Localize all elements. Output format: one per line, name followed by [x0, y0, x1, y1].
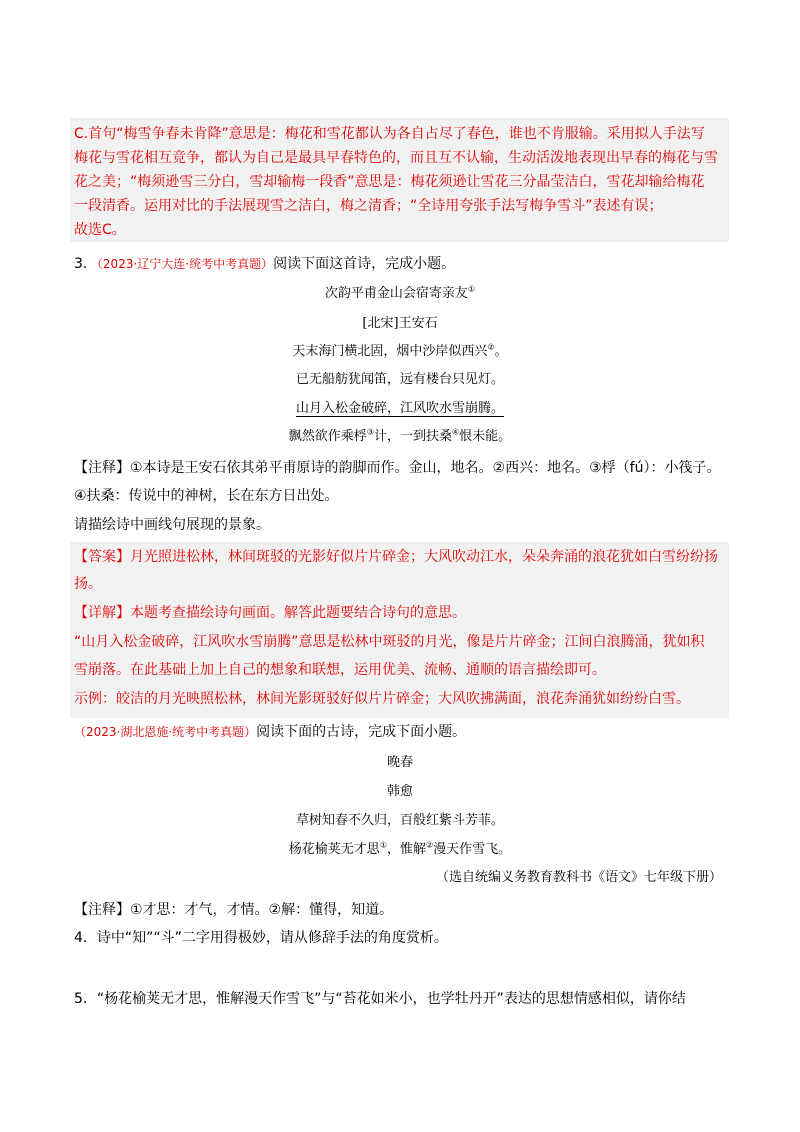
- q3-detail-text-1: 本题考查描绘诗句画面。解答此题要结合诗句的意思。: [130, 605, 466, 621]
- poem-line-1-end: 。: [494, 344, 508, 359]
- q3-detail-4: 示例：皎洁的月光映照松林，林间光影斑驳好似片片碎金；大风吹拂满面，浪花奔涌犹如纷纷白雪。: [74, 691, 690, 707]
- poem-title: [0, 284, 800, 304]
- poem-line-4-text-b: 计，一到扶桑: [373, 429, 452, 444]
- poem-line-4-text-a: 飘然欲作乘桴: [288, 429, 367, 444]
- q3-answer-label: 【答案】: [74, 549, 130, 565]
- q4-question: 4．诗中“知”“斗”二字用得极妙，请从修辞手法的角度赏析。: [74, 930, 448, 946]
- q5-question: 5．“杨花榆荚无才思，惟解漫天作雪飞”与“苔花如米小，也学牡丹开”表达的思想情感相似，请你结: [74, 991, 686, 1007]
- poem-line-3-text: 山月入松金破碎，江风吹水雪崩腾。: [295, 401, 504, 416]
- q3-answer-text-1: 月光照进松林，林间斑驳的光影好似片片碎金；大风吹动江水，朵朵奔涌的浪花犹如白雪纷纷扬: [130, 549, 718, 565]
- q3-source: （2023·辽宁大连·统考中考真题）: [96, 257, 274, 271]
- prev-answer-line-2: 梅花与雪花相互竞争，都认为自己是最具早春特色的，而且互不认输，生动活泼地表现出早春的梅花与雪: [74, 150, 718, 166]
- prev-answer-line-3: 花之美；“梅须逊雪三分白，雪却输梅一段香”意思是：梅花须逊让雪花三分晶莹洁白，雪花却输给梅花: [74, 174, 705, 190]
- poem-line-2: 已无船舫犹闻笛，远有楼台只见灯。: [295, 372, 504, 387]
- poem2-line-2-a: 杨花榆荚无才思: [288, 842, 380, 857]
- q45-source: （2023·湖北恩施·统考中考真题）: [74, 725, 257, 739]
- poem2-title: 晚春: [386, 755, 413, 770]
- prev-answer-line-4: 一段清香。运用对比的手法展现雪之洁白，梅之清香；“全诗用夸张手法写梅争雪斗”表述有误；: [74, 198, 663, 214]
- q3-answer-1: [74, 547, 728, 567]
- q3-notes-text-1: ①本诗是王安石依其弟平甫原诗的韵脚而作。金山，地名。②西兴：地名。③桴（fú）：小筏子。: [130, 460, 721, 476]
- q45-notes-label: 【注释】: [74, 902, 130, 918]
- poem-line-4-note-b: ④: [452, 427, 460, 437]
- poem2-line-1: 草树知春不久归，百般红紫斗芳菲。: [295, 813, 504, 828]
- q45-header: [74, 722, 728, 742]
- q3-detail-label: 【详解】: [74, 605, 130, 621]
- poem-line-4-text-c: 恨未能。: [459, 429, 512, 444]
- poem-line-1-note: ②: [487, 342, 495, 352]
- q3-notes-label: 【注释】: [74, 460, 130, 476]
- poem-line-4-note-a: ③: [366, 427, 374, 437]
- poem2-book-source: （选自统编义务教育教科书《语文》七年级下册）: [435, 870, 722, 885]
- q45-notes-text: ①才思：才气，才情。②解：懂得，知道。: [130, 902, 394, 918]
- q3-notes-2: ④扶桑：传说中的神树，长在东方日出处。: [74, 488, 339, 504]
- q3-header: [74, 254, 728, 274]
- q3-detail-3: 雪崩落。在此基础上加上自己的想象和联想，运用优美、流畅、通顺的语言描绘即可。: [74, 662, 606, 678]
- q3-notes-1: [74, 458, 728, 478]
- poem2-author: 韩愈: [386, 784, 413, 799]
- q3-detail-1: [74, 603, 728, 623]
- poem2-line-2-note-1: ①: [379, 840, 387, 850]
- poem2-line-2-b: ，惟解: [386, 842, 426, 857]
- poem2-line-2-c: 漫天作雪飞。: [433, 842, 512, 857]
- poem-title-note: ①: [467, 284, 476, 294]
- poem-line-3-underlined: [0, 399, 800, 419]
- poem2-line-2-note-2: ②: [426, 840, 434, 850]
- poem-author: [北宋]王安石: [362, 316, 438, 331]
- poem-line-4: [0, 427, 800, 447]
- poem-line-1-text: 天末海门横北固，烟中沙岸似西兴: [292, 344, 488, 359]
- q45-notes: [74, 900, 728, 920]
- prev-answer-line-1: C.首句“梅雪争春未肯降”意思是：梅花和雪花都认为各自占尽了春色，谁也不肯服输。采用拟人手法写: [74, 126, 705, 142]
- q3-detail-2: “山月入松金破碎，江风吹水雪崩腾”意思是松林中斑驳的月光，像是片片碎金；江间白浪腾涌，犹如积: [74, 634, 705, 650]
- poem-line-1: [0, 342, 800, 362]
- poem-title-text: 次韵平甫金山会宿寄亲友: [324, 286, 468, 301]
- q3-answer-2: 扬。: [74, 576, 102, 592]
- poem2-line-2: [0, 840, 800, 860]
- q45-prompt: 阅读下面的古诗，完成下面小题。: [256, 724, 467, 740]
- prev-answer-line-5: 故选C。: [74, 222, 126, 238]
- q3-question: 请描绘诗中画线句展现的景象。: [74, 517, 270, 533]
- q3-prompt: 阅读下面这首诗，完成小题。: [273, 256, 456, 272]
- q3-number: 3．: [74, 256, 97, 272]
